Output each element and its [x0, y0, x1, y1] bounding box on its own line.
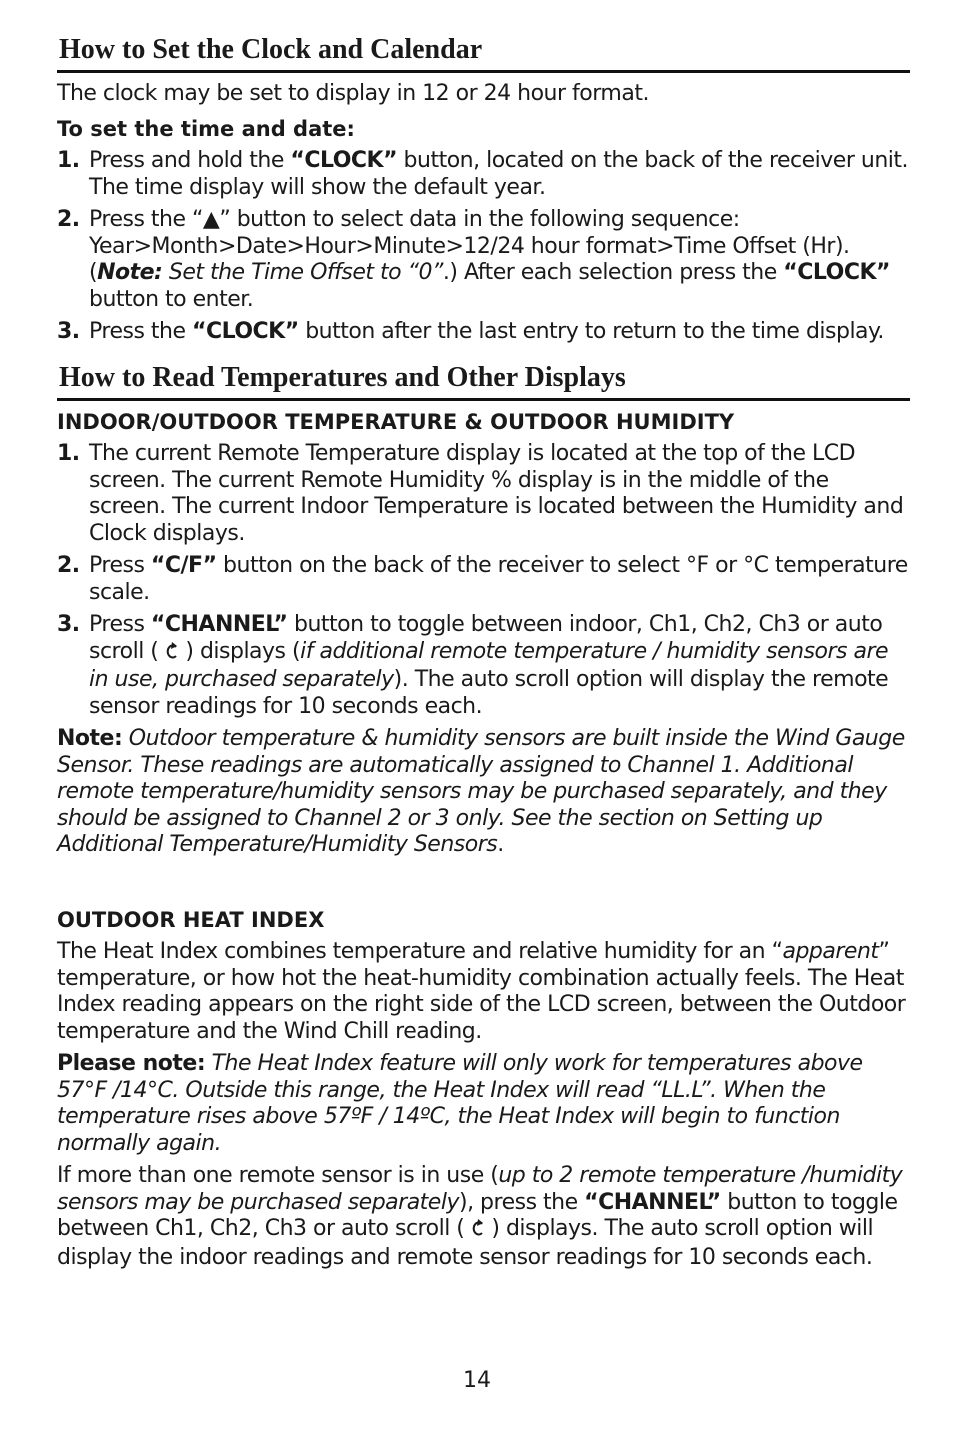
list-item: 2. Press the “▲” button to select data in the following sequence: Year>Month>Date>Hour>Minute>12/24 hour format>Time Offset (Hr). (Note: Set the Time Offset to “0”.) After each selection press the “CLOCK” button to enter. — [57, 207, 890, 312]
heat-index-subheading: OUTDOOR HEAT INDEX — [57, 907, 325, 932]
list-item: 3. Press “CHANNEL” button to toggle between indoor, Ch1, Ch2, Ch3 or auto scroll ( ) displays (if additional remote temperature / humidity sensors are in use, purchased separately). The auto scroll option will display the remote sensor readings for 10 seconds each. — [57, 612, 889, 719]
set-time-subheading: To set the time and date: — [57, 116, 355, 141]
list-item: 2. Press “C/F” button on the back of the receiver to select °F or °C temperature scale. — [57, 553, 908, 605]
list-item: 1. Press and hold the “CLOCK” button, located on the back of the receiver unit. The time display will show the default year. — [57, 148, 908, 200]
indoor-outdoor-subheading: INDOOR/OUTDOOR TEMPERATURE & OUTDOOR HUMIDITY — [57, 409, 735, 434]
auto-scroll-icon — [165, 640, 179, 668]
remote-sensor-paragraph: If more than one remote sensor is in use (up to 2 remote temperature /humidity sensors may be purchased separately), press the “CHANNEL” button to toggle between Ch1, Ch2, Ch3 or auto scroll ( ) displays. The auto scroll option will display the indoor readings and remote sensor readings for 10 seconds each. — [57, 1163, 903, 1270]
list-item: 1. The current Remote Temperature display is located at the top of the LCD screen. The current Remote Humidity % display is in the middle of the screen. The current Indoor Temperature is located between the Humidity and Clock displays. — [57, 441, 904, 546]
temperature-steps — [57, 441, 910, 720]
list-item: 3. Press the “CLOCK” button after the last entry to return to the time display. — [57, 319, 884, 344]
heat-index-description: The Heat Index combines temperature and relative humidity for an “apparent” temperature, or how hot the heat-humidity combination actually feels. The Heat Index reading appears on the right side of the LCD screen, between the Outdoor temperature and the Wind Chill reading. — [57, 939, 906, 1044]
clock-steps — [57, 148, 910, 346]
auto-scroll-icon — [471, 1217, 485, 1245]
page-number: 14 — [463, 1368, 491, 1393]
outdoor-sensor-note: Note: Outdoor temperature & humidity sensors are built inside the Wind Gauge Sensor. These readings are automatically assigned to Channel 1. Additional remote temperature/humidity sensors may be purchased separately, and they should be assigned to Channel 2 or 3 only. See the section on Setting up Additional Temperature/Humidity Sensors. — [57, 726, 905, 857]
up-arrow-icon: ▲ — [202, 207, 220, 232]
heat-index-please-note: Please note: The Heat Index feature will only work for temperatures above 57°F /14°C. Outside this range, the Heat Index will read “LL.L”. When the temperature rises above 57ºF / 14ºC, the Heat Index will begin to function normally again. — [57, 1051, 863, 1156]
temperatures-heading: How to Read Temperatures and Other Displays — [57, 362, 910, 401]
clock-intro: The clock may be set to display in 12 or 24 hour format. — [57, 81, 649, 106]
clock-calendar-heading: How to Set the Clock and Calendar — [57, 0, 910, 73]
